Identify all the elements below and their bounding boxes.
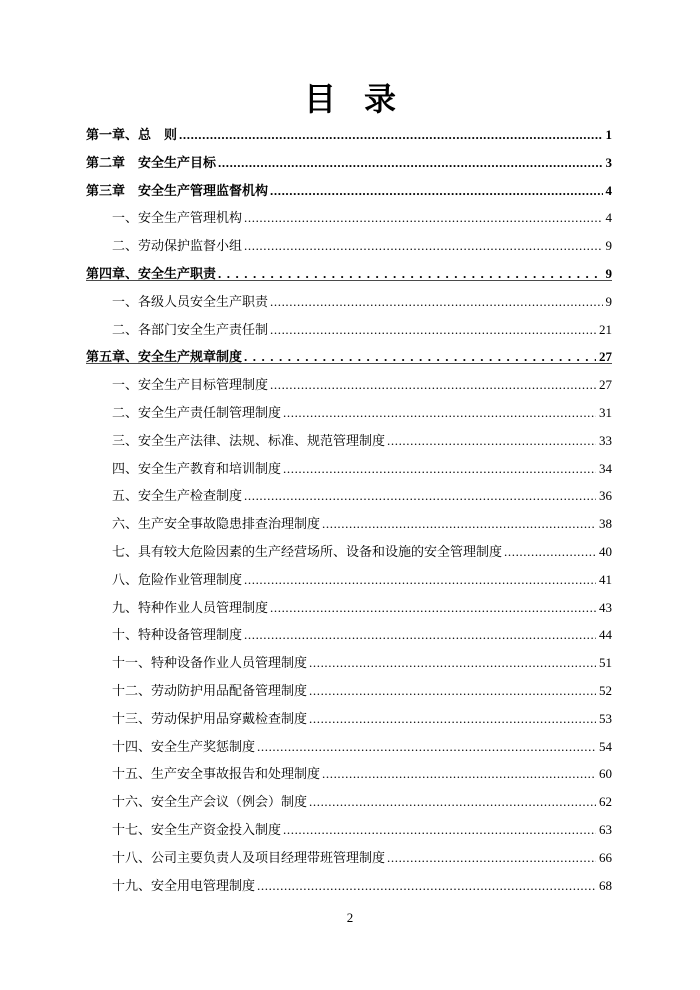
toc-entry-page: 4 bbox=[605, 210, 612, 226]
toc-entry[interactable] bbox=[86, 701, 612, 729]
toc-entry[interactable] bbox=[86, 756, 612, 784]
toc-entry-page: 41 bbox=[599, 571, 612, 587]
toc-entry-title: 十六、安全生产会议（例会）制度 bbox=[112, 794, 308, 810]
dot-leader bbox=[257, 739, 596, 755]
dot-leader bbox=[504, 544, 596, 560]
toc-entry-title: 十三、劳动保护用品穿戴检查制度 bbox=[112, 710, 308, 726]
toc-entry-title: 第五章、安全生产规章制度 bbox=[86, 349, 243, 365]
toc-entry-page: 53 bbox=[599, 710, 612, 726]
toc-entry-title: 十八、公司主要负责人及项目经理带班管理制度 bbox=[112, 849, 386, 865]
toc-entry-title: 十、特种设备管理制度 bbox=[112, 627, 243, 643]
toc-entry-title: 五、安全生产检查制度 bbox=[112, 488, 243, 504]
toc-entry-title: 九、特种作业人员管理制度 bbox=[112, 599, 269, 615]
dot-leader bbox=[244, 349, 596, 365]
toc-entry[interactable] bbox=[86, 339, 612, 367]
dot-leader bbox=[322, 766, 596, 782]
toc-entry-title: 十五、生产安全事故报告和处理制度 bbox=[112, 766, 321, 782]
dot-leader bbox=[244, 572, 596, 588]
toc-entry-page: 33 bbox=[599, 432, 612, 448]
toc-entry-title: 十九、安全用电管理制度 bbox=[112, 877, 256, 893]
dot-leader bbox=[309, 683, 596, 699]
dot-leader bbox=[179, 127, 602, 143]
dot-leader bbox=[283, 461, 596, 477]
toc-entry-page: 60 bbox=[599, 766, 612, 782]
toc-entry[interactable] bbox=[86, 367, 612, 395]
toc-entry[interactable] bbox=[86, 451, 612, 479]
dot-leader bbox=[309, 794, 596, 810]
toc-entry-page: 34 bbox=[599, 460, 612, 476]
toc-entry[interactable] bbox=[86, 617, 612, 645]
dot-leader bbox=[244, 210, 602, 226]
toc-entry[interactable] bbox=[86, 590, 612, 618]
toc-entry-title: 四、安全生产教育和培训制度 bbox=[112, 460, 282, 476]
toc-entry-page: 1 bbox=[605, 127, 612, 142]
toc-entry-page: 68 bbox=[599, 877, 612, 893]
toc-entry-page: 9 bbox=[605, 265, 612, 281]
toc-entry[interactable] bbox=[86, 145, 612, 173]
toc-entry[interactable] bbox=[86, 312, 612, 340]
dot-leader bbox=[270, 294, 602, 310]
toc-entry-title: 第二章 安全生产目标 bbox=[86, 154, 217, 170]
toc-entry-page: 21 bbox=[599, 321, 612, 337]
toc-entry-page: 43 bbox=[599, 599, 612, 615]
toc-entry[interactable] bbox=[86, 840, 612, 868]
toc-entry[interactable] bbox=[86, 645, 612, 673]
dot-leader bbox=[244, 238, 602, 254]
toc-entry[interactable] bbox=[86, 478, 612, 506]
toc-entry[interactable] bbox=[86, 868, 612, 896]
dot-leader bbox=[309, 711, 596, 727]
toc-entry-title: 第三章 安全生产管理监督机构 bbox=[86, 182, 269, 198]
toc-entry-page: 44 bbox=[599, 627, 612, 643]
toc-entry-title: 六、生产安全事故隐患排查治理制度 bbox=[112, 516, 321, 532]
toc-entry-title: 十二、劳动防护用品配备管理制度 bbox=[112, 682, 308, 698]
toc-list bbox=[86, 117, 612, 895]
toc-entry-title: 二、安全生产责任制管理制度 bbox=[112, 404, 282, 420]
toc-entry[interactable] bbox=[86, 562, 612, 590]
toc-entry-title: 八、危险作业管理制度 bbox=[112, 571, 243, 587]
toc-entry-page: 38 bbox=[599, 516, 612, 532]
footer-page-number: 2 bbox=[346, 910, 354, 925]
toc-entry[interactable] bbox=[86, 506, 612, 534]
toc-entry[interactable] bbox=[86, 173, 612, 201]
dot-leader bbox=[270, 322, 596, 338]
toc-entry-page: 9 bbox=[605, 293, 612, 309]
dot-leader bbox=[387, 433, 596, 449]
toc-entry[interactable] bbox=[86, 729, 612, 757]
toc-entry-page: 4 bbox=[605, 182, 612, 198]
dot-leader bbox=[218, 266, 602, 282]
toc-entry-title: 十七、安全生产资金投入制度 bbox=[112, 821, 282, 837]
toc-entry-page: 27 bbox=[599, 377, 612, 393]
dot-leader bbox=[218, 155, 602, 171]
toc-entry[interactable] bbox=[86, 228, 612, 256]
toc-entry-title: 第四章、安全生产职责 bbox=[86, 265, 217, 281]
toc-entry[interactable] bbox=[86, 673, 612, 701]
toc-entry-page: 9 bbox=[605, 238, 612, 254]
toc-entry-page: 51 bbox=[599, 655, 612, 671]
toc-entry[interactable] bbox=[86, 117, 612, 145]
dot-leader bbox=[283, 822, 596, 838]
toc-entry-page: 62 bbox=[599, 794, 612, 810]
dot-leader bbox=[322, 516, 596, 532]
toc-entry-page: 63 bbox=[599, 821, 612, 837]
toc-entry-page: 40 bbox=[599, 543, 612, 559]
dot-leader bbox=[283, 405, 596, 421]
toc-entry[interactable] bbox=[86, 784, 612, 812]
toc-entry-page: 3 bbox=[605, 154, 612, 170]
page-title: 目 录 bbox=[303, 81, 406, 117]
toc-entry-page: 54 bbox=[599, 738, 612, 754]
toc-entry[interactable] bbox=[86, 395, 612, 423]
toc-entry-title: 第一章、总 则 bbox=[86, 127, 178, 142]
dot-leader bbox=[270, 377, 596, 393]
toc-entry-title: 七、具有较大危险因素的生产经营场所、设备和设施的安全管理制度 bbox=[112, 543, 503, 559]
toc-entry-page: 27 bbox=[599, 349, 612, 365]
dot-leader bbox=[257, 878, 596, 894]
toc-entry-page: 36 bbox=[599, 488, 612, 504]
toc-entry-title: 三、安全生产法律、法规、标准、规范管理制度 bbox=[112, 432, 386, 448]
toc-entry-title: 二、各部门安全生产责任制 bbox=[112, 321, 269, 337]
toc-entry-page: 31 bbox=[599, 404, 612, 420]
dot-leader bbox=[387, 850, 596, 866]
toc-entry[interactable] bbox=[86, 284, 612, 312]
dot-leader bbox=[244, 627, 596, 643]
dot-leader bbox=[309, 655, 596, 671]
toc-entry-title: 一、安全生产目标管理制度 bbox=[112, 377, 269, 393]
dot-leader bbox=[244, 488, 596, 504]
toc-entry-page: 52 bbox=[599, 682, 612, 698]
toc-entry[interactable] bbox=[86, 812, 612, 840]
toc-entry[interactable] bbox=[86, 534, 612, 562]
toc-entry[interactable] bbox=[86, 423, 612, 451]
toc-entry[interactable] bbox=[86, 256, 612, 284]
toc-entry-title: 一、各级人员安全生产职责 bbox=[112, 293, 269, 309]
toc-entry-title: 一、安全生产管理机构 bbox=[112, 210, 243, 226]
toc-entry-title: 十四、安全生产奖惩制度 bbox=[112, 738, 256, 754]
dot-leader bbox=[270, 183, 602, 199]
toc-entry-title: 十一、特种设备作业人员管理制度 bbox=[112, 655, 308, 671]
toc-entry-page: 66 bbox=[599, 849, 612, 865]
toc-entry-title: 二、劳动保护监督小组 bbox=[112, 238, 243, 254]
toc-entry[interactable] bbox=[86, 200, 612, 228]
dot-leader bbox=[270, 600, 596, 616]
